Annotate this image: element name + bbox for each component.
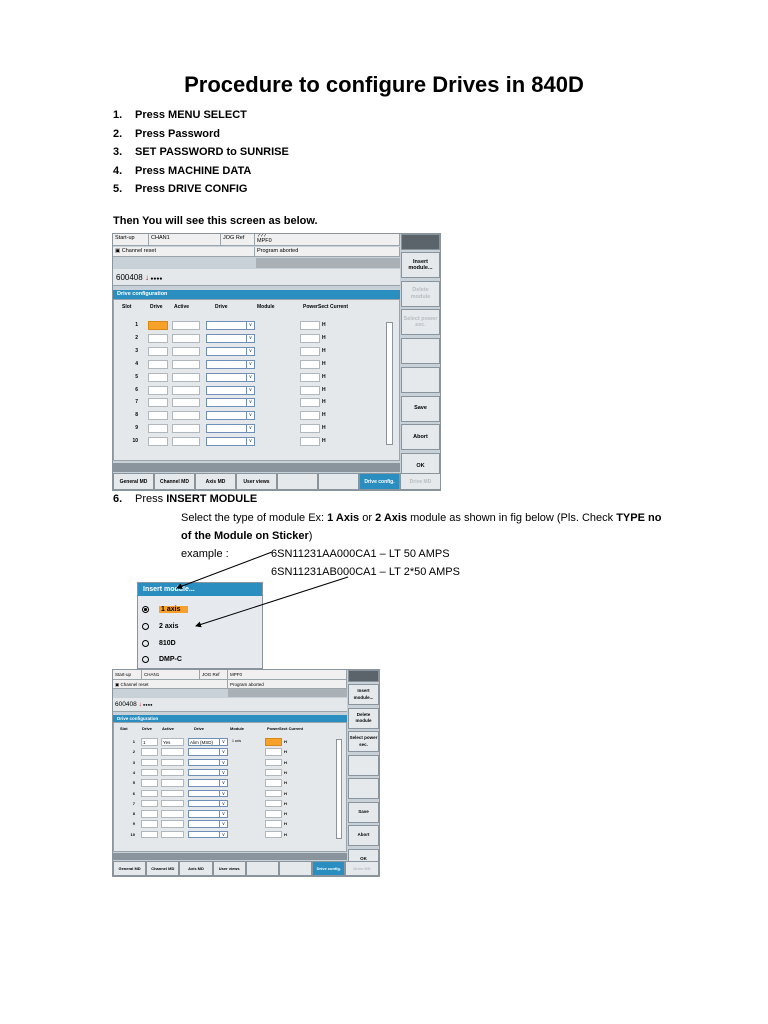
- slot-number: 9: [135, 425, 138, 432]
- softkey-delete-module[interactable]: Delete module: [401, 281, 440, 307]
- hkey-general-md[interactable]: General MD: [113, 861, 146, 876]
- chevron-down-icon: ∨: [219, 739, 227, 745]
- option-810d[interactable]: 810D: [142, 640, 176, 647]
- current-unit: H: [322, 438, 326, 445]
- step-item: 2. Press Password: [113, 127, 220, 140]
- hkey-user-views[interactable]: User views: [213, 861, 246, 876]
- softkey-abort[interactable]: Abort: [348, 825, 379, 846]
- col-drive-type: Drive: [194, 726, 205, 731]
- active-field[interactable]: [161, 779, 184, 787]
- softkey-empty-4[interactable]: [348, 778, 379, 799]
- slot-number: 4: [132, 769, 135, 775]
- channel-status: ▣ Channel reset: [113, 680, 228, 689]
- drive-number-field[interactable]: [141, 779, 158, 787]
- drive-number-field[interactable]: [141, 810, 158, 818]
- chevron-down-icon: ∨: [219, 749, 227, 755]
- program-status: Program aborted: [228, 680, 347, 689]
- slot-number: 6: [132, 790, 135, 796]
- hkey-empty-4[interactable]: [246, 861, 279, 876]
- status-bar: [228, 689, 347, 697]
- col-slot: Slot: [122, 304, 132, 310]
- current-unit: H: [284, 780, 287, 786]
- jog-label: JOG Ref: [200, 670, 228, 680]
- softkey-save[interactable]: Save: [348, 802, 379, 823]
- page-title: Procedure to configure Drives in 840D: [184, 72, 584, 97]
- current-unit: H: [284, 759, 287, 765]
- chevron-down-icon: ∨: [219, 760, 227, 766]
- module-value: 1 axis: [232, 739, 242, 743]
- drive-type-dropdown[interactable]: [188, 759, 228, 767]
- hkey-axis-md[interactable]: Axis MD: [195, 473, 236, 490]
- drive-type-dropdown[interactable]: [188, 800, 228, 808]
- col-power: PowerSect Current: [303, 304, 349, 310]
- current-unit: H: [284, 800, 287, 806]
- example-2: 6SN11231AB000CA1 – LT 2*50 AMPS: [271, 566, 460, 578]
- table-scrollbar[interactable]: [336, 739, 342, 839]
- option-dmp-c[interactable]: DMP-C: [142, 656, 182, 663]
- current-unit: H: [284, 811, 287, 817]
- panel-title: Drive configuration: [113, 290, 400, 299]
- chevron-down-icon: ∨: [246, 361, 254, 368]
- current-unit: H: [322, 425, 326, 432]
- chevron-down-icon: ∨: [219, 791, 227, 797]
- softkey-delete-module[interactable]: Delete module: [348, 708, 379, 729]
- mode-label: Start-up: [113, 234, 149, 246]
- chevron-down-icon: ∨: [219, 811, 227, 817]
- drive-number-field[interactable]: [141, 800, 158, 808]
- arrow-to-popup: [177, 552, 272, 588]
- drive-type-dropdown[interactable]: [188, 831, 228, 839]
- drive-config-screen-2: [112, 669, 380, 877]
- slot-number: 2: [132, 749, 135, 755]
- example-label: example :: [181, 548, 229, 560]
- drive-type-dropdown[interactable]: [188, 748, 228, 756]
- current-unit: H: [284, 769, 287, 775]
- softkey-select-power-sec[interactable]: Select power sec.: [401, 309, 440, 335]
- hkey-drive-md[interactable]: Drive MD: [345, 861, 378, 876]
- power-section-field[interactable]: [265, 831, 282, 839]
- softkey-insert-module[interactable]: Insert module...: [401, 252, 440, 278]
- softkey-abort[interactable]: Abort: [401, 424, 440, 450]
- step-item: 1. Press MENU SELECT: [113, 109, 247, 121]
- chevron-down-icon: ∨: [246, 348, 254, 355]
- hkey-drive-config[interactable]: Drive config.: [312, 861, 345, 876]
- program-status: Program aborted: [255, 247, 400, 257]
- current-unit: H: [322, 399, 326, 406]
- select-instruction: Select the type of module Ex: 1 Axis or 2 Axis module as shown in fig below (Pls. Check TYPE no: [181, 512, 662, 524]
- softkey-save[interactable]: Save: [401, 396, 440, 422]
- power-section-field[interactable]: [265, 759, 282, 767]
- drive-number-field[interactable]: [141, 790, 158, 798]
- softkey-select-power-sec[interactable]: Select power sec.: [348, 731, 379, 752]
- alarm-arrow-icon: ↓: [138, 701, 142, 708]
- active-field[interactable]: [161, 759, 184, 767]
- hkey-user-views[interactable]: User views: [236, 473, 277, 490]
- slot-number: 7: [135, 399, 138, 406]
- option-1-axis[interactable]: 1 axis: [142, 606, 188, 613]
- drive-number-field[interactable]: [141, 759, 158, 767]
- chevron-down-icon: ∨: [246, 322, 254, 329]
- current-unit: H: [284, 739, 287, 744]
- chevron-down-icon: ∨: [246, 412, 254, 419]
- col-power: PowerSect Current: [267, 726, 304, 731]
- chevron-down-icon: ∨: [246, 374, 254, 381]
- softkey-empty-3[interactable]: [348, 755, 379, 776]
- slot-number: 9: [132, 821, 135, 827]
- mode-label: Start-up: [113, 670, 142, 680]
- hkey-channel-md[interactable]: Channel MD: [146, 861, 179, 876]
- drive-number-field[interactable]: [141, 831, 158, 839]
- slot-number: 10: [132, 438, 138, 445]
- drive-number-field[interactable]: [141, 820, 158, 828]
- active-field[interactable]: [161, 820, 184, 828]
- chevron-down-icon: ∨: [219, 832, 227, 838]
- slot-number: 5: [135, 373, 138, 380]
- select-instruction-2: of the Module on Sticker): [181, 530, 313, 542]
- intro-text: Then You will see this screen as below.: [113, 215, 318, 227]
- alarm-line: 600408 ↓ ●●●●: [113, 698, 347, 712]
- slot-number: 3: [135, 347, 138, 354]
- power-section-field[interactable]: [265, 738, 282, 746]
- hkey-axis-md[interactable]: Axis MD: [179, 861, 212, 876]
- drive-type-dropdown[interactable]: [188, 810, 228, 818]
- power-section-field[interactable]: [265, 790, 282, 798]
- power-section-field[interactable]: [265, 779, 282, 787]
- hkey-empty-5[interactable]: [279, 861, 312, 876]
- chevron-down-icon: ∨: [246, 438, 254, 445]
- drive-number-field[interactable]: [141, 769, 158, 777]
- example-1: 6SN11231AA000CA1 – LT 50 AMPS: [271, 548, 450, 560]
- option-2-axis[interactable]: 2 axis: [142, 623, 178, 630]
- slot-number: 8: [135, 412, 138, 419]
- slot-number: 6: [135, 386, 138, 393]
- chevron-down-icon: ∨: [219, 770, 227, 776]
- hkey-general-md[interactable]: General MD: [113, 473, 154, 490]
- hkey-drive-md[interactable]: Drive MD: [400, 473, 441, 490]
- arrow-to-2-axis: [196, 577, 348, 626]
- step-6: 6. Press INSERT MODULE: [113, 493, 258, 505]
- step-item: 3. SET PASSWORD to SUNRISE: [113, 146, 289, 158]
- slot-number: 8: [132, 811, 135, 817]
- alarm-arrow-icon: ↓: [144, 273, 149, 282]
- hkey-channel-md[interactable]: Channel MD: [154, 473, 195, 490]
- alarm-line: 600408 ↓ ●●●●: [113, 269, 400, 286]
- channel-status: ▣ Channel reset: [113, 247, 255, 257]
- drive-type-dropdown[interactable]: [188, 769, 228, 777]
- step-item: 5. Press DRIVE CONFIG: [113, 183, 248, 195]
- chevron-down-icon: ∨: [219, 821, 227, 827]
- current-unit: H: [322, 334, 326, 341]
- drive-type-dropdown[interactable]: [188, 820, 228, 828]
- power-section-field[interactable]: [265, 800, 282, 808]
- slot-number: 4: [135, 360, 138, 367]
- current-unit: H: [284, 790, 287, 796]
- chevron-down-icon: ∨: [219, 780, 227, 786]
- chevron-down-icon: ∨: [219, 801, 227, 807]
- softkey-ok[interactable]: OK: [348, 849, 379, 870]
- softkey-insert-module[interactable]: Insert module...: [348, 684, 379, 705]
- active-field[interactable]: [161, 810, 184, 818]
- col-slot: Slot: [120, 726, 128, 731]
- active-field[interactable]: [161, 800, 184, 808]
- col-active: Active: [162, 726, 175, 731]
- power-section-field[interactable]: [265, 769, 282, 777]
- slot-number: 2: [135, 334, 138, 341]
- slot-number: 5: [132, 780, 135, 786]
- col-module: Module: [257, 304, 275, 310]
- col-drive: Drive: [142, 726, 153, 731]
- drive-type-dropdown[interactable]: [188, 779, 228, 787]
- current-unit: H: [322, 347, 326, 354]
- chevron-down-icon: ∨: [246, 387, 254, 394]
- program-label: ??? MPF0: [255, 234, 400, 246]
- col-drive: Drive: [150, 304, 163, 310]
- active-field[interactable]: [161, 748, 184, 756]
- current-unit: H: [284, 821, 287, 827]
- current-unit: H: [322, 412, 326, 419]
- channel-label: CHAN1: [149, 234, 221, 246]
- chevron-down-icon: ∨: [246, 425, 254, 432]
- col-drive-type: Drive: [215, 304, 228, 310]
- drive-type-dropdown[interactable]: [188, 738, 228, 746]
- panel-title: Drive configuration: [113, 715, 347, 722]
- chevron-down-icon: ∨: [246, 335, 254, 342]
- current-unit: H: [284, 831, 287, 837]
- drive-type-value: Alim (MSD): [190, 740, 213, 745]
- slot-number: 1: [132, 739, 135, 744]
- power-section-field[interactable]: [265, 810, 282, 818]
- col-active: Active: [174, 304, 190, 310]
- current-unit: H: [322, 360, 326, 367]
- hkey-bar: [113, 853, 347, 860]
- drive-number-field[interactable]: 1: [141, 738, 158, 746]
- current-unit: H: [322, 322, 326, 328]
- current-unit: H: [322, 373, 326, 380]
- active-field[interactable]: [161, 831, 184, 839]
- slot-number: 7: [132, 800, 135, 806]
- slot-number: 1: [135, 322, 138, 328]
- drive-type-dropdown[interactable]: [188, 790, 228, 798]
- channel-label: CHAN1: [142, 670, 200, 680]
- active-field[interactable]: [161, 790, 184, 798]
- popup-title: Insert module...: [138, 583, 262, 596]
- power-section-field[interactable]: [265, 820, 282, 828]
- active-field[interactable]: [161, 769, 184, 777]
- step-item: 4. Press MACHINE DATA: [113, 164, 252, 177]
- softkey-header: [348, 670, 379, 682]
- drive-table: [113, 722, 347, 852]
- slot-number: 3: [132, 759, 135, 765]
- program-label: MPF0: [228, 670, 347, 680]
- power-section-field[interactable]: [265, 748, 282, 756]
- hkey-drive-config[interactable]: Drive config.: [359, 473, 400, 490]
- slot-number: 10: [130, 831, 135, 837]
- current-unit: H: [284, 749, 287, 755]
- jog-label: JOG Ref: [221, 234, 255, 246]
- current-unit: H: [322, 386, 326, 393]
- softkey-ok[interactable]: OK: [401, 453, 440, 479]
- chevron-down-icon: ∨: [246, 399, 254, 406]
- col-module: Module: [230, 726, 244, 731]
- active-field[interactable]: Yes: [161, 738, 184, 746]
- drive-number-field[interactable]: [141, 748, 158, 756]
